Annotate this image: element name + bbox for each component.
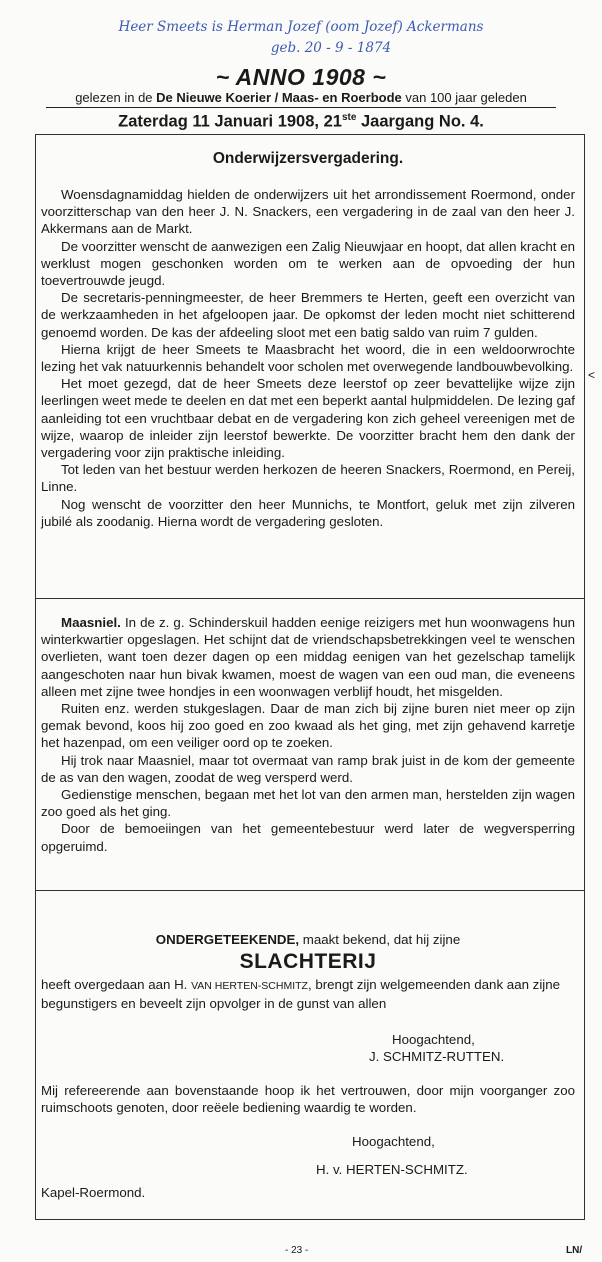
article-paragraph: Hierna krijgt de heer Smeets te Maasbracht het woord, die in een weldoorwrochte lezing het vak natuurkennis behandelt voor scholen met overwegende landbouwbevolking.: [41, 341, 575, 375]
advert-heading: SLACHTERIJ: [239, 950, 377, 973]
article-paragraph: Door de bemoeiingen van het gemeentebestuur werd later de wegversperring opgeruimd.: [41, 821, 575, 854]
advert-place: Kapel-Roermond.: [41, 1185, 146, 1200]
margin-marker: <: [588, 368, 596, 382]
source-line: [0, 90, 602, 105]
advert-signer-second: H. v. HERTEN-SCHMITZ.: [316, 1162, 468, 1177]
article-paragraph: Tot leden van het bestuur werden herkozen de heeren Snackers, Roermond, en Pereij, Linne.: [41, 462, 575, 495]
article-maasniel: [41, 614, 575, 855]
article-paragraph: De secretaris-penningmeester, de heer Bremmers te Herten, geeft een overzicht van de werkzaamheden in het afgeloopen jaar. De opkomst der leden mocht niet schitterend genoemd worden. De kas der afdeeling sloot met een batig saldo van ruim 7 gulden.: [41, 290, 575, 340]
article-divider: [35, 598, 585, 599]
advert-body-post: , brengt zijn welgemeenden dank aan zijne begunstigers en beveelt zijn opvolger in de gunst van allen: [41, 977, 561, 1012]
source-paper: De Nieuwe Koerier / Maas- en Roerbode: [156, 90, 402, 105]
article-paragraph: Woensdagnamiddag hielden de onderwijzers uit het arrondissement Roermond, onder voorzitterschap van den heer J. N. Snackers, een vergadering in de zaal van den heer J. Akkermans aan de Markt.: [41, 187, 575, 237]
header-rule: [46, 107, 556, 108]
advert-greeting: Hoogachtend,: [392, 1032, 475, 1047]
handwritten-note-line2: geb. 20 - 9 - 1874: [270, 40, 392, 56]
article-paragraph: Ruiten enz. werden stukgeslagen. Daar de man zich bij zijne buren niet meer op zijn gemak bevond, koos hij zoo goed en zoo kwaad als het ging, met zijn gehavend karretje het hazenpad, om een veiliger oord op te zoeken.: [41, 701, 575, 751]
article-paragraph: De voorzitter wenscht de aanwezigen een Zalig Nieuwjaar en hoopt, dat allen kracht en werklust mogen geschonken worden om te werken aan de opvoeding der hun toevertrouwde jeugd.: [41, 238, 575, 289]
advert-intro-bold: ONDERGETEEKENDE,: [155, 932, 300, 947]
article-paragraph: Hij trok naar Maasniel, maar tot overmaat van ramp brak juist in de kom der gemeente de as van den wagen, zoodat de weg versperd werd.: [41, 752, 575, 785]
advert-divider: [35, 890, 585, 891]
source-suffix: van 100 jaar geleden: [401, 90, 527, 105]
page-number: - 23 -: [285, 1245, 309, 1256]
advert-body-name: VAN HERTEN-SCHMITZ: [191, 980, 308, 992]
advert-signer: J. SCHMITZ-RUTTEN.: [369, 1049, 505, 1064]
article-paragraph: Nog wenscht de voorzitter den heer Munnichs, te Montfort, geluk met zijn zilveren jubilé als zoodanig. Hierna wordt de vergadering gesloten.: [41, 496, 575, 529]
article-lead: Maasniel.: [61, 615, 121, 630]
anno-heading: ~ ANNO 1908 ~: [215, 64, 387, 90]
article-paragraph: [41, 614, 575, 700]
date-superscript: ste: [341, 112, 357, 123]
dateline: [0, 112, 602, 132]
footer-mark: LN/: [566, 1245, 583, 1256]
handwritten-note-line1: Heer Smeets is Herman Jozef (oom Jozef) Ackermans: [118, 19, 484, 35]
article-paragraph: Het moet gezegd, dat de heer Smeets deze leerstof op zeer bevattelijke wijze zijn leerlingen weet mede te deelen en dat met een beperkt aantal hulpmiddelen. De lezing gaf aanleiding tot een vruchtbaar debat en de vergadering kon zich geheel vereenigen met de wijze, waarop de inleider zijn leerstof bewerkte. De voorzitter bracht hem den dank der vergadering voor zijn praktische inleiding.: [41, 376, 575, 461]
advert-body-second: Mij refereerende aan bovenstaande hoop ik het vertrouwen, door mijn voorganger zoo ruimschoots genoten, door reëele bediening waardig te worden.: [41, 1083, 575, 1116]
article-title: Onderwijzersvergadering.: [212, 150, 404, 167]
article-onderwijzersvergadering: [41, 186, 575, 530]
article-lead-text: In de z. g. Schinderskuil hadden eenige reizigers met hun woonwagens hun winterkwartier opgeslagen. Het schijnt dat de vriendschapsbetrekkingen veel te wenschen overlieten, want toen dezer dagen op een middag eenigen van het gezelschap tamelijk aangeschoten naar hun bivak kwamen, moest de wagen van een oud man, die eveneens alleen met zijne twee hondjes in een woonwagen verblijf houdt, het misgelden.: [41, 615, 575, 699]
advert-intro: [41, 932, 575, 947]
source-prefix: gelezen in de: [75, 90, 157, 105]
article-paragraph: Gedienstige menschen, begaan met het lot van den armen man, herstelden zijn wagen zoo goed als het ging.: [41, 787, 575, 820]
advert-intro-rest: maakt bekend, dat hij zijne: [299, 932, 461, 947]
date-main: Zaterdag 11 Januari 1908, 21: [118, 112, 342, 131]
advert-greeting-second: Hoogachtend,: [352, 1134, 435, 1149]
date-rest: Jaargang No. 4.: [356, 112, 484, 131]
advert-body: [41, 976, 575, 1012]
advert-body-pre: heeft overgedaan aan H.: [41, 977, 192, 992]
